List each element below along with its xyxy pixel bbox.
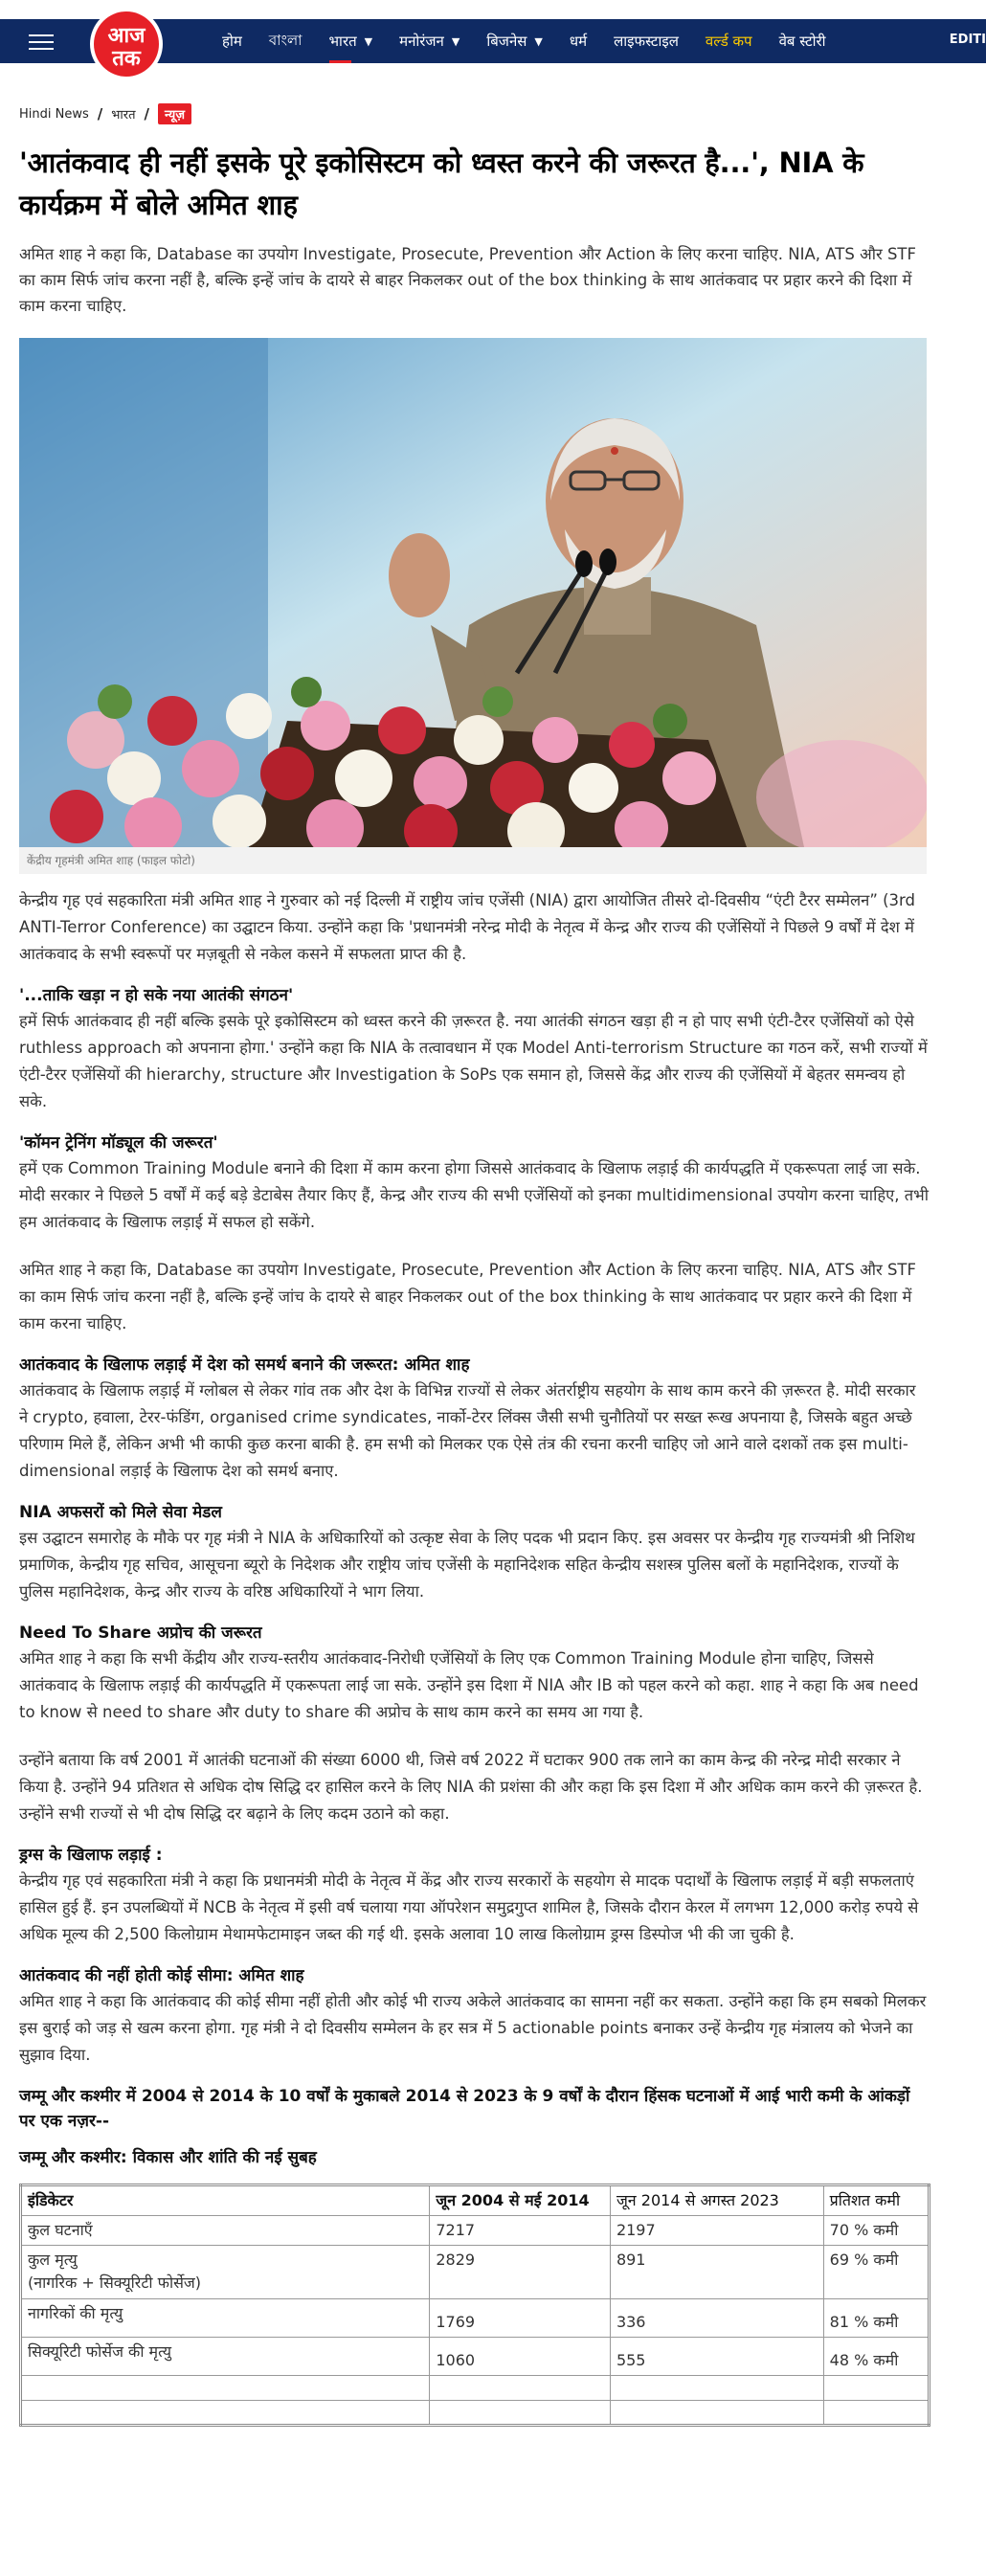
chevron-down-icon[interactable]: ▼: [451, 34, 460, 48]
article-paragraph: केन्द्रीय गृह एवं सहकारिता मंत्री ने कहा कि प्रधानमंत्री मोदी के नेतृत्व में केंद्र और राज्य सरकारों के सहयोग से मादक पदार्थों के खिलाफ लड़ाई में बड़ी सफलताएं हासिल हुई हैं. इन उपलब्धियों में NCB के नेतृत्व में इसी वर्ष चलाया गया ऑपरेशन समुद्रगुप्त शामिल है, जिसके दौरान केरल में लगभग 12,000 करोड़ रुपये से अधिक मूल्य की 2,500 किलोग्राम मेथामफेटामाइन जब्त की गई थी. इसके अलावा 10 लाख किलोग्राम ड्रग्स डिस्पोज भी की जा चुकी है.: [19, 1871, 919, 1943]
table-cell-sub: (नागरिक + सिक्यूरिटी फोर्सेज): [28, 2274, 202, 2292]
table-cell: [21, 2246, 430, 2299]
table-header-cell: जून 2014 से अगस्त 2023: [610, 2185, 823, 2216]
article-paragraph: अमित शाह ने कहा कि सभी केंद्रीय और राज्य-स्तरीय आतंकवाद-निरोधी एजेंसियों के लिए एक Common Training Module होना चाहिए, जिससे आतंकवाद के खिलाफ लड़ाई की कार्यपद्धति में एकरूपता लाई जा सके. उन्होंने इस दिशा में NIA और IB को पहल करने को कहा. शाह ने कहा कि अब need to know से need to share और duty to share की अप्रोच के साथ काम करने का समय आ गया है.: [19, 1649, 919, 1721]
article-paragraph: हमें सिर्फ आतंकवाद ही नहीं बल्कि इसके पूरे इकोसिस्टम को ध्वस्त करने की ज़रूरत है. नया आतंकी संगठन खड़ा ही न हो पाए सभी एंटी-टैरर एजेंसियों को ऐसे ruthless approach को अपनाना होगा.' उन्होंने कहा कि NIA के तत्वावधान में एक Model Anti-terrorism Structure का गठन करें, सभी राज्यों में एंटी-टैरर एजेंसियों की hierarchy, structure और Investigation के SoPs एक समान हो, जिससे केंद्र और राज्य की एजेंसियों में बेहतर समन्वय हो सके.: [19, 1012, 928, 1110]
chevron-down-icon[interactable]: ▼: [364, 34, 373, 48]
section-heading: ड्रग्स के खिलाफ लड़ाई :: [19, 1846, 163, 1865]
table-cell: 555: [610, 2338, 823, 2376]
table-header-cell: इंडिकेटर: [21, 2185, 430, 2216]
jk-stats-table: [19, 2184, 930, 2427]
table-cell: सिक्यूरिटी फोर्सेज की मृत्यु: [21, 2338, 430, 2376]
table-cell: 7217: [430, 2216, 611, 2246]
table-cell: कुल घटनाएँ: [21, 2216, 430, 2246]
main-nav: [222, 19, 853, 63]
table-cell: 336: [610, 2299, 823, 2338]
section-heading: 'कॉमन ट्रेनिंग मॉड्यूल की जरूरत': [19, 1133, 218, 1153]
table-row: [21, 2338, 930, 2376]
breadcrumb: [19, 103, 191, 124]
nav-business-label: बिजनेस: [486, 33, 527, 50]
hero-image[interactable]: [19, 338, 927, 847]
article-paragraph: आतंकवाद के खिलाफ लड़ाई में ग्लोबल से लेकर गांव तक और देश के विभिन्न राज्यों से लेकर अंतर्राष्ट्रीय सहयोग के साथ काम करने की ज़रूरत है. मोदी सरकार ने crypto, हवाला, टेरर-फंडिंग, organised crime syndicates, नार्को-टेरर लिंक्स जैसी सभी चुनौतियों पर सख्त रूख अपनाया है, जिसके बहुत अच्छे परिणाम मिले हैं, लेकिन अभी भी काफी कुछ करना बाकी है. हम सभी को मिलकर एक ऐसे तंत्र की रचना करनी चाहिए जो आने वाले दशकों तक इस multi-dimensional लड़ाई के खिलाफ देश को समर्थ बनाए.: [19, 1381, 916, 1480]
table-cell: 2829: [430, 2246, 611, 2299]
table-cell: [21, 2376, 430, 2401]
table-cell: 70 % कमी: [823, 2216, 929, 2246]
nav-lifestyle[interactable]: लाइफस्टाइल: [614, 33, 679, 50]
table-cell: [430, 2376, 611, 2401]
chevron-down-icon[interactable]: ▼: [534, 34, 543, 48]
news-badge[interactable]: न्यूज़: [158, 103, 191, 124]
hero-illustration: [19, 338, 927, 847]
article-title: 'आतंकवाद ही नहीं इसके पूरे इकोसिस्टम को ध्वस्त करने की जरूरत है...', NIA के कार्यक्रम में बोले अमित शाह: [19, 146, 864, 221]
nav-business[interactable]: [486, 32, 543, 51]
section-heading: NIA अफसरों को मिले सेवा मेडल: [19, 1503, 222, 1522]
table-cell-main: कुल मृत्यु: [28, 2251, 78, 2269]
section-heading: Need To Share अप्रोच की जरूरत: [19, 1624, 262, 1643]
nav-entertainment-label: मनोरंजन: [399, 33, 444, 50]
table-row: [21, 2376, 930, 2401]
section-heading: आतंकवाद की नहीं होती कोई सीमा: अमित शाह: [19, 1966, 304, 1985]
article: [19, 142, 929, 2427]
table-cell: [430, 2401, 611, 2426]
table-cell: [823, 2401, 929, 2426]
article-paragraph: उन्होंने बताया कि वर्ष 2001 में आतंकी घटनाओं की संख्या 6000 थी, जिसे वर्ष 2022 में घटाकर 900 तक लाने का काम केन्द्र की नरेन्द्र मोदी सरकार ने किया है. उन्होंने 94 प्रतिशत से अधिक दोष सिद्धि दर हासिल करने के लिए NIA की प्रशंसा की और कहा कि इस दिशा में और अधिक काम करने की ज़रूरत है. उन्होंने सभी राज्यों से भी दोष सिद्धि दर बढ़ाने के लिए कदम उठाने को कहा.: [19, 1751, 923, 1823]
svg-text:आज: आज: [107, 24, 146, 48]
breadcrumb-section[interactable]: भारत: [111, 108, 136, 123]
nav-bharat[interactable]: [329, 32, 373, 51]
nav-bangla[interactable]: বাংলা: [268, 31, 303, 49]
table-cell: [610, 2401, 823, 2426]
section-heading: आतंकवाद के खिलाफ लड़ाई में देश को समर्थ बनाने की जरूरत: अमित शाह: [19, 1355, 470, 1375]
section-heading: जम्मू और कश्मीर: विकास और शांति की नई सुबह: [19, 2148, 317, 2167]
table-cell: [610, 2376, 823, 2401]
table-header-row: [21, 2185, 930, 2216]
nav-entertainment[interactable]: [399, 32, 459, 51]
edition-button[interactable]: EDITI: [949, 33, 986, 47]
table-cell: 48 % कमी: [823, 2338, 929, 2376]
nav-world-cup[interactable]: वर्ल्ड कप: [705, 33, 752, 50]
table-row: [21, 2401, 930, 2426]
nav-religion[interactable]: धर्म: [569, 33, 588, 50]
nav-web-story[interactable]: वेब स्टोरी: [778, 33, 826, 50]
table-header-cell: जून 2004 से मई 2014: [430, 2185, 611, 2216]
table-row: [21, 2246, 930, 2299]
table-cell: 1060: [430, 2338, 611, 2376]
article-lead: अमित शाह ने कहा कि, Database का उपयोग Investigate, Prosecute, Prevention और Action के लिए करना चाहिए. NIA, ATS और STF का काम सिर्फ जांच करना नहीं है, बल्कि इन्हें जांच के दायरे से बाहर निकलकर out of the box thinking के साथ आतंकवाद पर प्रहार करने की दिशा में काम करना चाहिए.: [19, 245, 916, 315]
table-cell: [21, 2401, 430, 2426]
nav-bharat-label: भारत: [328, 33, 357, 50]
table-cell: [823, 2376, 929, 2401]
table-cell: 81 % कमी: [823, 2299, 929, 2338]
table-cell: नागरिकों की मृत्यु: [21, 2299, 430, 2338]
table-row: [21, 2299, 930, 2338]
aajtak-logo[interactable]: [77, 6, 176, 82]
table-cell: 69 % कमी: [823, 2246, 929, 2299]
svg-text:तक: तक: [112, 47, 141, 71]
breadcrumb-separator: /: [144, 105, 149, 123]
table-row: [21, 2216, 930, 2246]
site-header: [0, 0, 986, 75]
article-paragraph: अमित शाह ने कहा कि, Database का उपयोग Investigate, Prosecute, Prevention और Action के लिए करना चाहिए. NIA, ATS और STF का काम सिर्फ जांच करना नहीं है, बल्कि इन्हें जांच के दायरे से बाहर निकलकर out of the box thinking के साथ आतंकवाद पर प्रहार करने की दिशा में काम करना चाहिए.: [19, 1261, 916, 1333]
table-header-cell: प्रतिशत कमी: [823, 2185, 929, 2216]
breadcrumb-separator: /: [97, 105, 103, 123]
table-cell: 2197: [610, 2216, 823, 2246]
table-cell: 1769: [430, 2299, 611, 2338]
article-paragraph: हमें एक Common Training Module बनाने की दिशा में काम करना होगा जिससे आतंकवाद के खिलाफ लड़ाई की कार्यपद्धति में एकरूपता लाई जा सके. मोदी सरकार ने पिछले 5 वर्षों में कई बड़े डेटाबेस तैयार किए हैं, केन्द्र और राज्य की सभी एजेंसियों को इनका multidimensional उपयोग करना चाहिए, तभी हम आतंकवाद के खिलाफ लड़ाई में सफल हो सकेंगे.: [19, 1159, 930, 1231]
table-cell: 891: [610, 2246, 823, 2299]
image-caption: केंद्रीय गृहमंत्री अमित शाह (फाइल फोटो): [19, 847, 927, 874]
breadcrumb-home[interactable]: Hindi News: [19, 106, 89, 122]
article-paragraph: इस उद्घाटन समारोह के मौके पर गृह मंत्री ने NIA के अधिकारियों को उत्कृष्ट सेवा के लिए पदक भी प्रदान किए. इस अवसर पर केन्द्रीय गृह राज्यमंत्री श्री निशिथ प्रमाणिक, केन्द्रीय गृह सचिव, आसूचना ब्यूरो के निदेशक और राष्ट्रीय जांच एजेंसी के महानिदेशक सहित केन्द्रीय सशस्त्र पुलिस बलों के महानिदेशक, राज्यों के पुलिस महानिदेशक, केन्द्र और राज्य के वरिष्ठ अधिकारियों ने भाग लिया.: [19, 1529, 915, 1601]
nav-home[interactable]: होम: [222, 33, 242, 50]
article-paragraph: केन्द्रीय गृह एवं सहकारिता मंत्री अमित शाह ने गुरुवार को नई दिल्ली में राष्ट्रीय जांच एजेंसी (NIA) द्वारा आयोजित तीसरे दो-दिवसीय “एंटी टैरर सम्मेलन” (3rd ANTI-Terror Conference) का उद्घाटन किया. उन्होंने कहा कि 'प्रधानमंत्री नरेन्द्र मोदी के नेतृत्व में केन्द्र और राज्य की एजेंसियों ने पिछले 9 वर्षों में देश में आतंकवाद के सभी स्वरूपों पर मज़बूती से नकेल कसने में सफलता प्राप्त की है.: [19, 891, 916, 963]
section-heading: जम्मू और कश्मीर में 2004 से 2014 के 10 वर्षों के मुकाबले 2014 से 2023 के 9 वर्षों के दौरान हिंसक घटनाओं में आई भारी कमी के आंकड़ों पर एक नज़र--: [19, 2087, 910, 2131]
section-heading: '...ताकि खड़ा न हो सके नया आतंकी संगठन': [19, 986, 294, 1005]
menu-icon[interactable]: [29, 34, 54, 50]
article-paragraph: अमित शाह ने कहा कि आतंकवाद की कोई सीमा नहीं होती और कोई भी राज्य अकेले आतंकवाद का सामना नहीं कर सकता. उन्होंने कहा कि हम सबको मिलकर इस बुराई को जड़ से खत्म करना होगा. गृह मंत्री ने दो दिवसीय सम्मेलन के हर सत्र में 5 actionable points बनाकर उन्हें केन्द्रीय गृह मंत्रालय को भेजने का सुझाव दिया.: [19, 1992, 927, 2064]
